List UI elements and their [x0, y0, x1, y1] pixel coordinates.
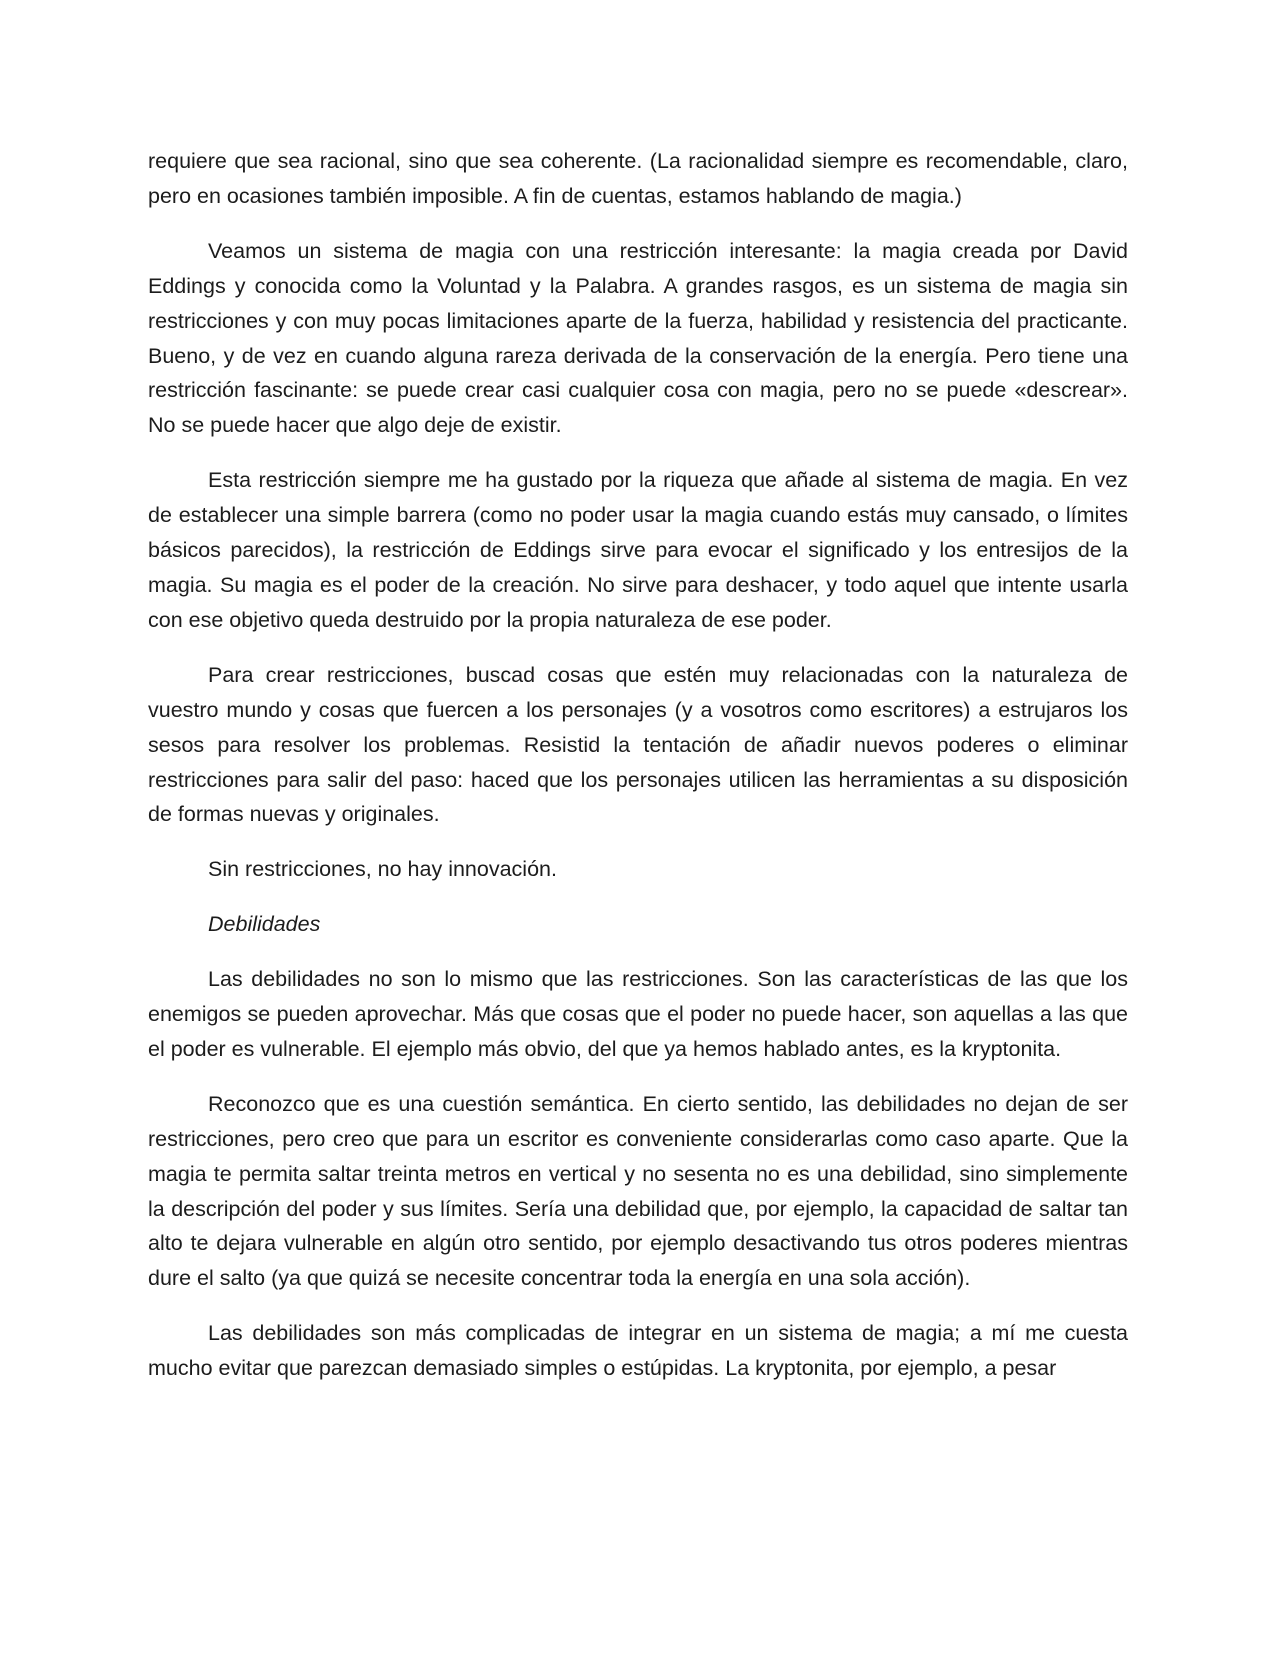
paragraph-weaknesses-intro: Las debilidades no son lo mismo que las restricciones. Son las características de las que los enemigos se pueden aprovechar. Más que cosas que el poder no puede hacer, son aquellas a las que el poder es vulnerable. El ejemplo más obvio, del que ya hemos hablado antes, es la kryptonita. — [148, 967, 1128, 1061]
paragraph-innovation: Sin restricciones, no hay innovación. — [208, 857, 557, 882]
paragraph-continuation: requiere que sea racional, sino que sea coherente. (La racionalidad siempre es recomendable, claro, pero en ocasiones también imposible. A fin de cuentas, estamos hablando de magia.) — [148, 149, 1128, 208]
document-page — [148, 144, 1128, 1406]
section-heading-debilidades: Debilidades — [208, 912, 321, 937]
paragraph-weaknesses-integration: Las debilidades son más complicadas de integrar en un sistema de magia; a mí me cuesta mucho evitar que parezcan demasiado simples o estúpidas. La kryptonita, por ejemplo, a pesar — [148, 1321, 1128, 1381]
paragraph-semantic-question: Reconozco que es una cuestión semántica. En cierto sentido, las debilidades no dejan de ser restricciones, pero creo que para un escritor es conveniente considerarlas como caso aparte. Que la magia te permita saltar treinta metros en vertical y no sesenta no es una debilidad, sino simplemente la descripción del poder y sus límites. Sería una debilidad que, por ejemplo, la capacidad de saltar tan alto te dejara vulnerable en algún otro sentido, por ejemplo desactivando tus otros poderes mientras dure el salto (ya que quizá se necesite concentrar toda la energía en una sola acción). — [148, 1091, 1128, 1291]
paragraph-eddings-magic: Veamos un sistema de magia con una restricción interesante: la magia creada por David Eddings y conocida como la Voluntad y la Palabra. A grandes rasgos, es un sistema de magia sin restricciones y con muy pocas limitaciones aparte de la fuerza, habilidad y resistencia del practicante. Bueno, y de vez en cuando alguna rareza derivada de la conservación de la energía. Pero tiene una restricción fascinante: se puede crear casi cualquier cosa con magia, pero no se puede «descrear». No se puede hacer que algo deje de existir. — [148, 238, 1128, 438]
paragraph-restriction-richness: Esta restricción siempre me ha gustado por la riqueza que añade al sistema de magia. En vez de establecer una simple barrera (como no poder usar la magia cuando estás muy cansado, o límites básicos parecidos), la restricción de Eddings sirve para evocar el significado y los entresijos de la magia. Su magia es el poder de la creación. No sirve para deshacer, y todo aquel que intente usarla con ese objetivo queda destruido por la propia naturaleza de ese poder. — [148, 468, 1128, 632]
paragraph-creating-restrictions: Para crear restricciones, buscad cosas que estén muy relacionadas con la naturaleza de vuestro mundo y cosas que fuercen a los personajes (y a vosotros como escritores) a estrujaros los sesos para resolver los problemas. Resistid la tentación de añadir nuevos poderes o eliminar restricciones para salir del paso: haced que los personajes utilicen las herramientas a su disposición de formas nuevas y originales. — [148, 662, 1128, 827]
